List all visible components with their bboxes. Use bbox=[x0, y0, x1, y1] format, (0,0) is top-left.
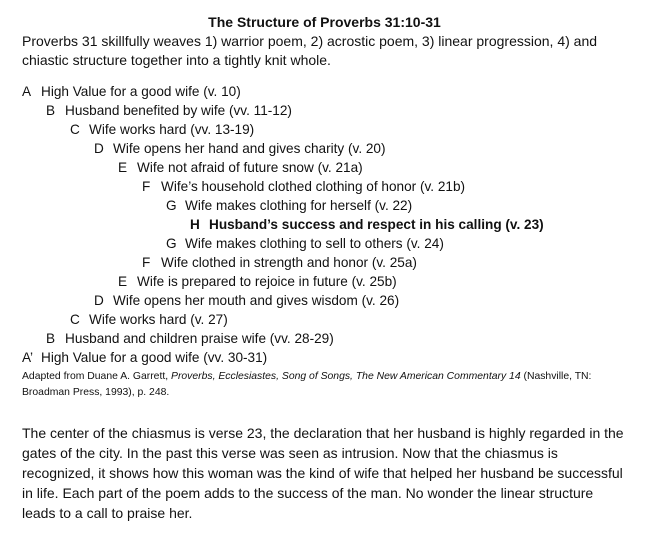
outline-letter: C bbox=[70, 122, 80, 137]
outline-text: Wife works hard (vv. 13-19) bbox=[89, 122, 255, 137]
outline-letter: E bbox=[118, 274, 128, 289]
citation-suffix: (Nashville, TN: Broadman Press, 1993), p. 248. bbox=[22, 371, 592, 398]
outline-item-a-prime bbox=[22, 348, 627, 367]
outline-letter: B bbox=[46, 103, 56, 118]
outline-letter: C bbox=[70, 312, 80, 327]
intro-paragraph: Proverbs 31 skillfully weaves 1) warrior poem, 2) acrostic poem, 3) linear progression, 4) and chiastic structure together into a tightly knit whole. bbox=[22, 33, 598, 68]
outline-text: Wife’s household clothed clothing of honor (v. 21b) bbox=[161, 179, 466, 194]
source-citation bbox=[22, 369, 627, 401]
outline-text: Wife makes clothing for herself (v. 22) bbox=[185, 198, 413, 213]
outline-letter: D bbox=[94, 141, 104, 156]
citation-prefix: Adapted from Duane A. Garrett, bbox=[22, 371, 172, 382]
outline-text: Husband benefited by wife (vv. 11-12) bbox=[65, 103, 292, 118]
outline-item-d-prime bbox=[22, 291, 627, 310]
outline-text: Wife opens her mouth and gives wisdom (v. 26) bbox=[113, 293, 400, 308]
outline-item-g-prime bbox=[22, 234, 627, 253]
outline-letter: G bbox=[166, 236, 177, 251]
outline-letter: A bbox=[22, 84, 32, 99]
summary-paragraph: The center of the chiasmus is verse 23, the declaration that her husband is highly regarded in the gates of the city. In the past this verse was seen as intrusion. Now that the chiasmus is recognized, it shows how this woman was the kind of wife that helped her husband be successful in life. Each part of the poem adds to the success of the man. No wonder the linear structure leads to a call to praise her. bbox=[22, 425, 624, 521]
outline-letter: F bbox=[142, 255, 151, 270]
outline-text: Wife clothed in strength and honor (v. 25a) bbox=[161, 255, 417, 270]
outline-text: High Value for a good wife (v. 10) bbox=[41, 84, 241, 99]
outline-item-a bbox=[22, 82, 627, 101]
outline-item-h-center bbox=[22, 215, 627, 234]
document-title: The Structure of Proverbs 31:10-31 bbox=[208, 14, 441, 30]
outline-letter: H bbox=[190, 217, 200, 232]
outline-text: Husband and children praise wife (vv. 28-29) bbox=[65, 331, 334, 346]
outline-letter: D bbox=[94, 293, 104, 308]
outline-item-c bbox=[22, 120, 627, 139]
outline-letter: G bbox=[166, 198, 177, 213]
outline-text: Wife not afraid of future snow (v. 21a) bbox=[137, 160, 363, 175]
outline-item-g bbox=[22, 196, 627, 215]
outline-text: Wife works hard (v. 27) bbox=[89, 312, 228, 327]
outline-letter: E bbox=[118, 160, 128, 175]
citation-title: Proverbs, Ecclesiastes, Song of Songs, The New American Commentary 14 bbox=[171, 371, 521, 382]
outline-item-c-prime bbox=[22, 310, 627, 329]
chiasm-outline bbox=[22, 82, 627, 367]
outline-text: High Value for a good wife (vv. 30-31) bbox=[41, 350, 268, 365]
outline-item-b-prime bbox=[22, 329, 627, 348]
outline-text: Wife makes clothing to sell to others (v. 24) bbox=[185, 236, 444, 251]
outline-item-d bbox=[22, 139, 627, 158]
outline-item-b bbox=[22, 101, 627, 120]
outline-letter: A’ bbox=[22, 350, 34, 365]
outline-text: Husband’s success and respect in his calling (v. 23) bbox=[209, 217, 544, 232]
outline-letter: B bbox=[46, 331, 56, 346]
outline-item-f-prime bbox=[22, 253, 627, 272]
outline-item-f bbox=[22, 177, 627, 196]
outline-item-e-prime bbox=[22, 272, 627, 291]
outline-item-e bbox=[22, 158, 627, 177]
outline-text: Wife opens her hand and gives charity (v. 20) bbox=[113, 141, 386, 156]
outline-letter: F bbox=[142, 179, 151, 194]
outline-text: Wife is prepared to rejoice in future (v. 25b) bbox=[137, 274, 397, 289]
